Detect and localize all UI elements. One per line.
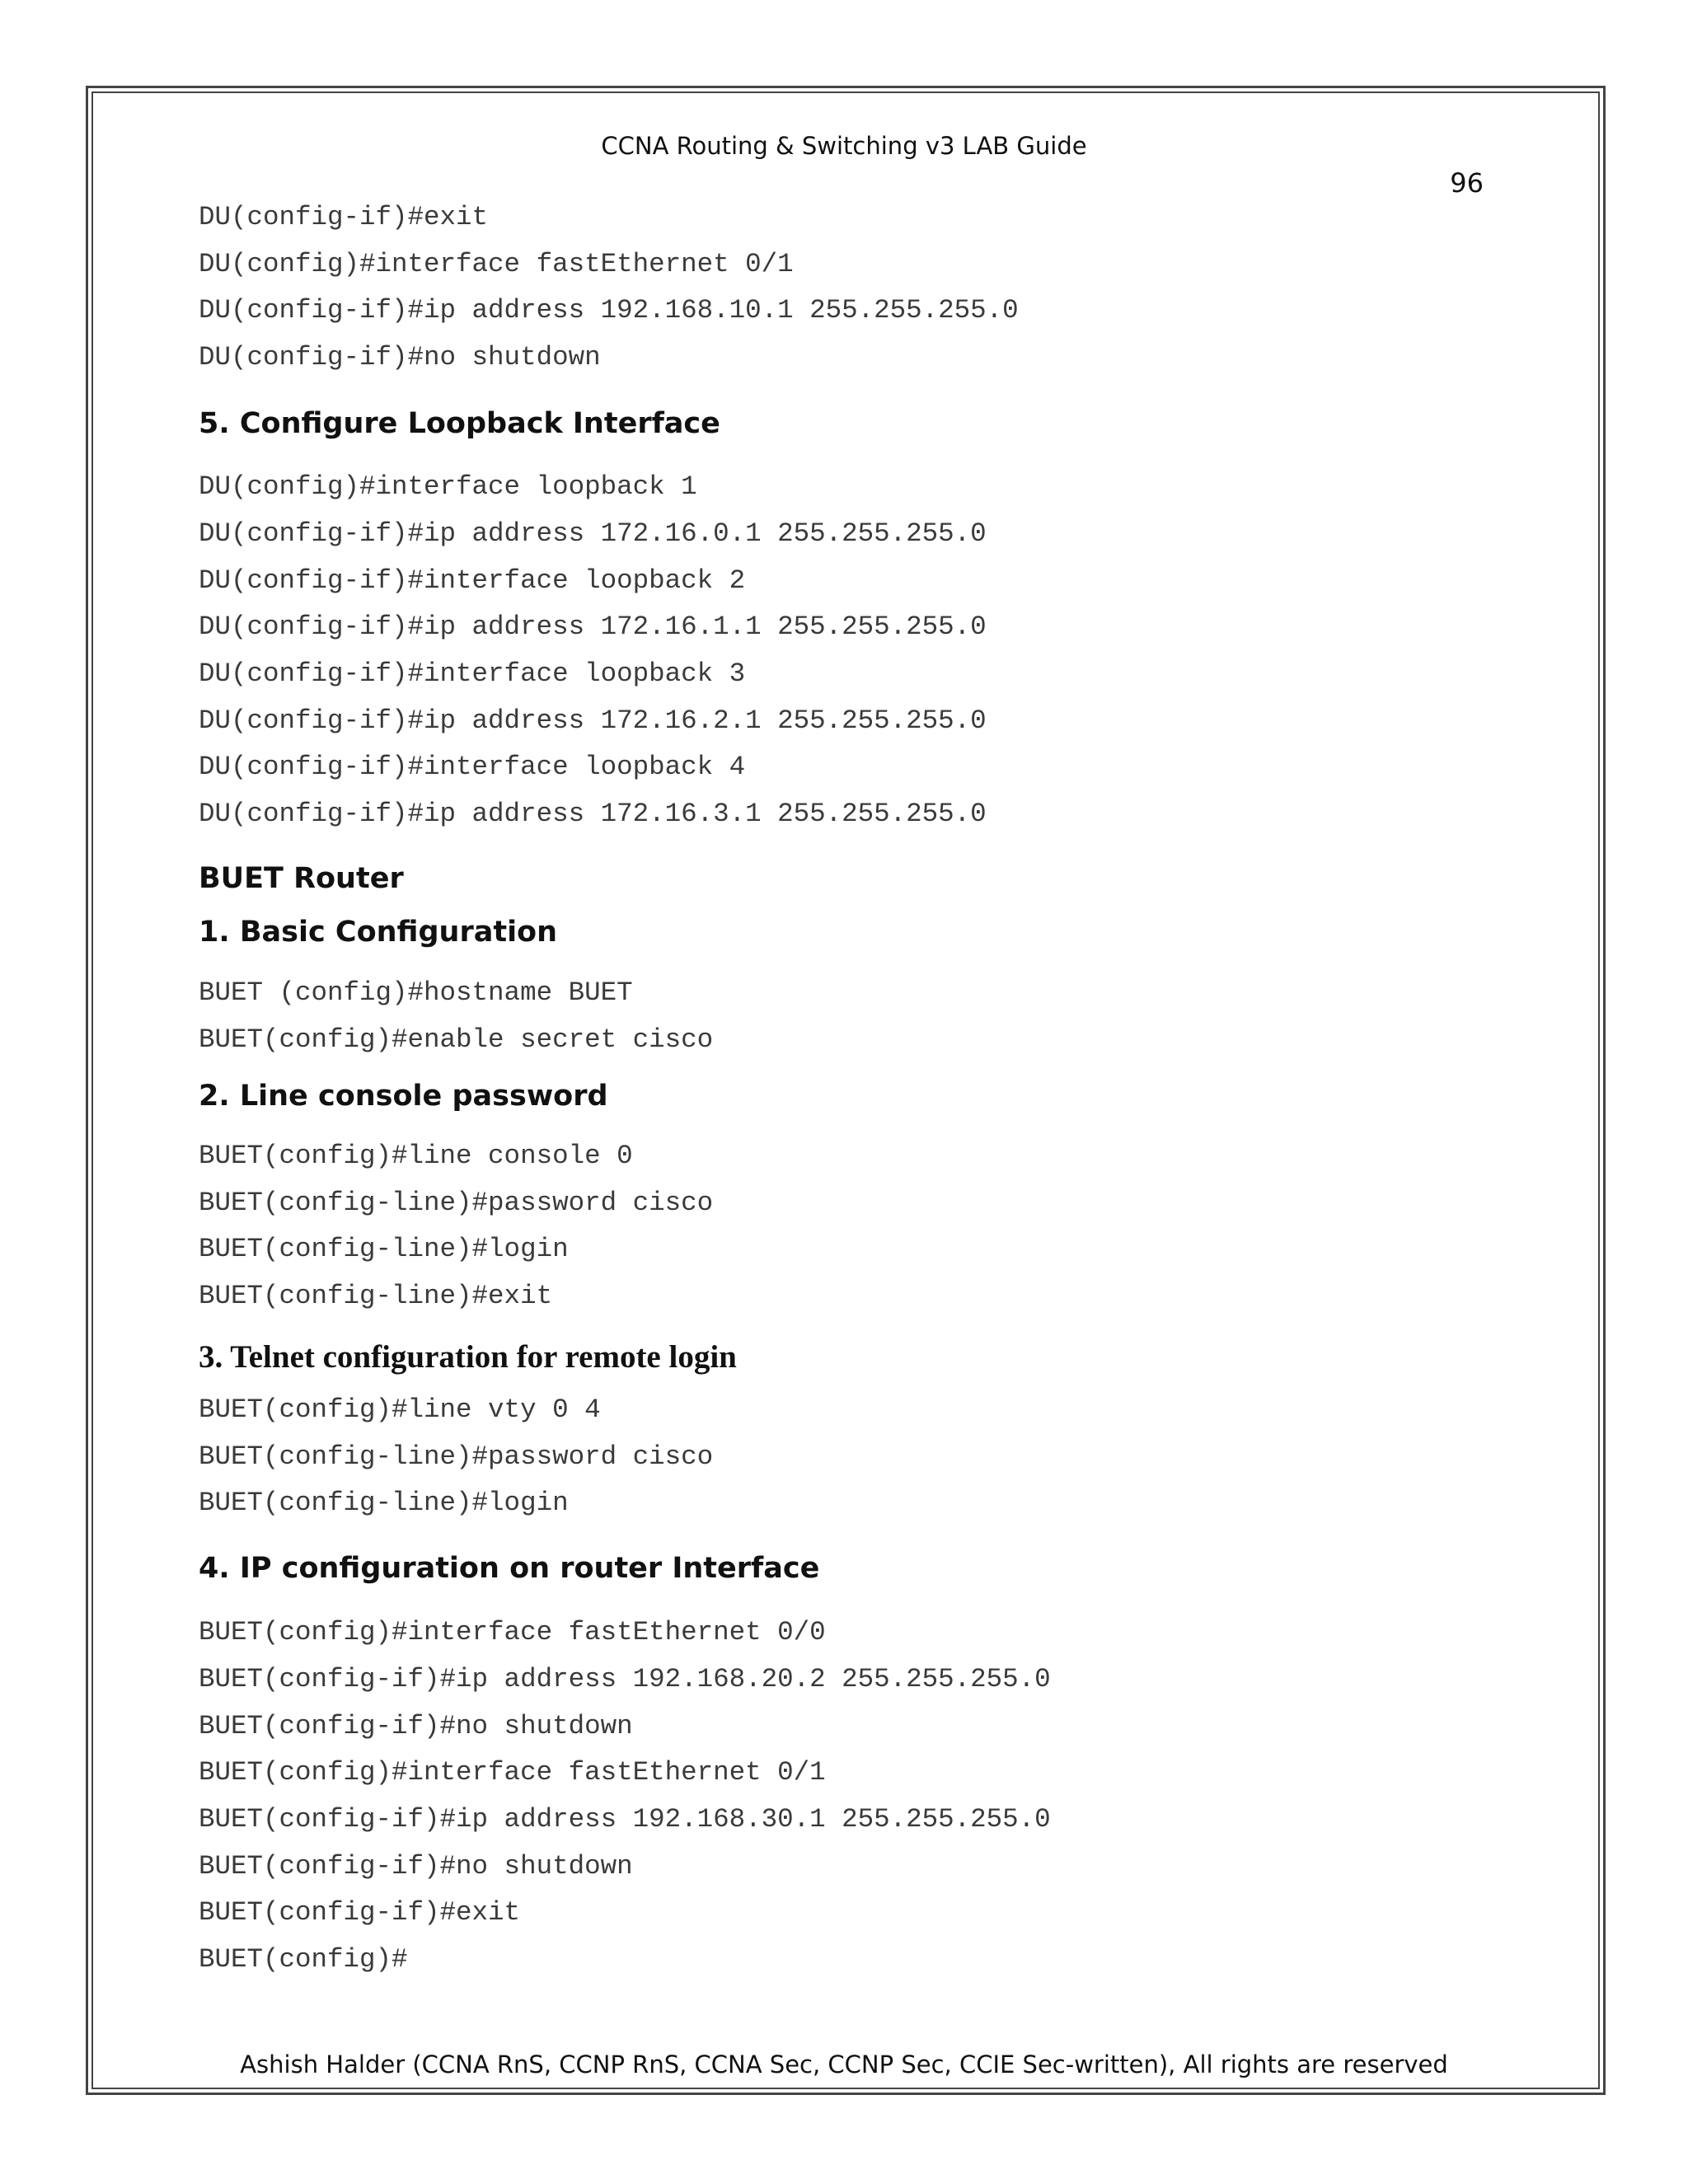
command-line: BUET(config-line)#password cisco [199,1188,714,1218]
document-footer: Ashish Halder (CCNA RnS, CCNP RnS, CCNA Sec, CCNP Sec, CCIE Sec-written), All rights are reserved [240,2050,1448,2079]
section-heading-basic: 1. Basic Configuration [199,916,558,949]
command-line: BUET(config-if)#exit [199,1897,521,1928]
command-line: BUET(config-if)#no shutdown [199,1851,633,1882]
command-line: DU(config-if)#ip address 192.168.10.1 255.255.255.0 [199,295,1019,326]
section-heading-loopback: 5. Configure Loopback Interface [199,407,720,440]
command-line: BUET(config-if)#ip address 192.168.20.2 255.255.255.0 [199,1664,1051,1694]
document-header-title: CCNA Routing & Switching v3 LAB Guide [601,132,1087,160]
command-line: BUET(config)#interface fastEthernet 0/1 [199,1757,826,1788]
page-number: 96 [1450,167,1484,199]
command-line: DU(config-if)#no shutdown [199,342,601,373]
command-line: DU(config-if)#ip address 172.16.1.1 255.255.255.0 [199,612,987,642]
command-line: BUET(config-if)#ip address 192.168.30.1 255.255.255.0 [199,1804,1051,1835]
command-line: DU(config-if)#ip address 172.16.2.1 255.255.255.0 [199,705,987,736]
command-line: DU(config-if)#interface loopback 2 [199,565,746,596]
command-line: DU(config-if)#ip address 172.16.3.1 255.255.255.0 [199,799,987,829]
command-line: DU(config)#interface fastEthernet 0/1 [199,249,794,279]
command-line: BUET(config-line)#exit [199,1281,553,1311]
command-line: DU(config)#interface loopback 1 [199,471,697,502]
command-line: BUET(config)#line console 0 [199,1141,633,1171]
command-line: BUET(config)# [199,1944,408,1975]
command-line: BUET(config)#interface fastEthernet 0/0 [199,1617,826,1647]
router-title: BUET Router [199,862,404,895]
command-line: DU(config-if)#interface loopback 4 [199,752,746,782]
command-line: BUET(config-if)#no shutdown [199,1711,633,1741]
command-line: BUET(config)#line vty 0 4 [199,1394,601,1425]
command-line: DU(config-if)#interface loopback 3 [199,658,746,689]
command-line: BUET(config-line)#login [199,1488,569,1518]
command-line: BUET(config-line)#login [199,1234,569,1264]
command-line: DU(config-if)#ip address 172.16.0.1 255.255.255.0 [199,518,987,549]
command-line: DU(config-if)#exit [199,202,489,232]
section-heading-ip: 4. IP configuration on router Interface [199,1552,820,1585]
section-heading-console: 2. Line console password [199,1080,608,1113]
command-line: BUET(config-line)#password cisco [199,1441,714,1472]
command-line: BUET(config)#enable secret cisco [199,1024,714,1055]
section-heading-telnet: 3. Telnet configuration for remote login [199,1339,737,1375]
command-line: BUET (config)#hostname BUET [199,977,633,1008]
